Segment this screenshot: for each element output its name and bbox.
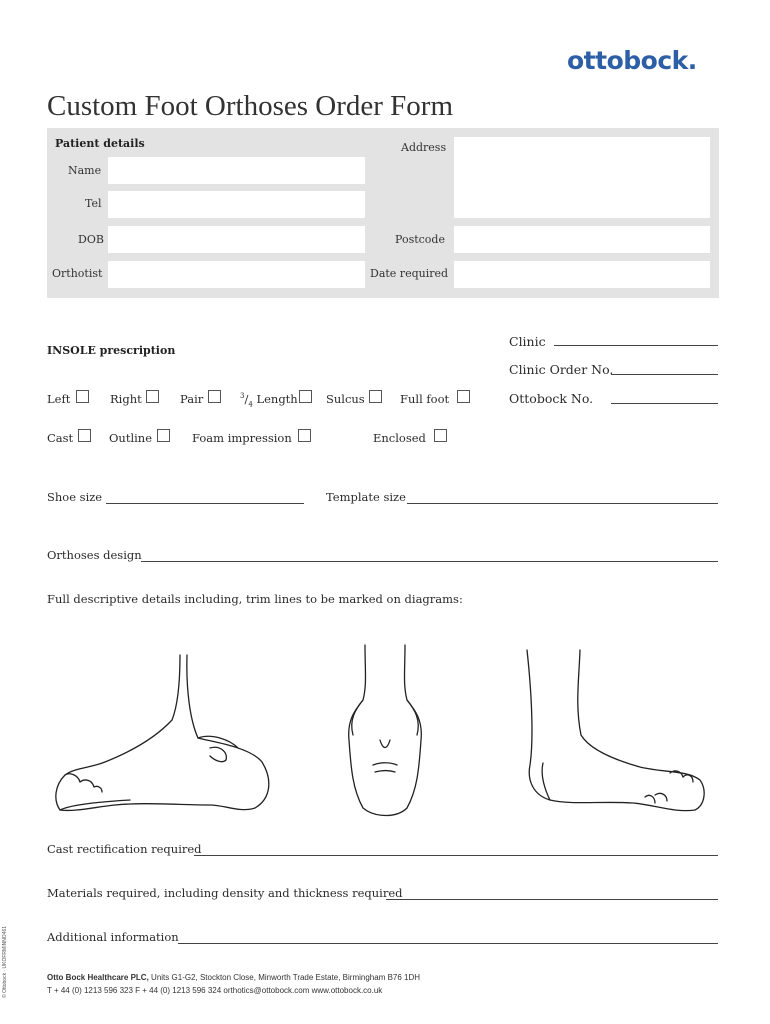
right-checkbox[interactable]	[146, 390, 159, 403]
outline-checkbox[interactable]	[157, 429, 170, 442]
left-checkbox[interactable]	[76, 390, 89, 403]
materials-label: Materials required, including density and thickness required	[47, 886, 403, 900]
dob-label: DOB	[78, 233, 104, 246]
patient-details-heading: Patient details	[55, 137, 145, 150]
shoe-size-line[interactable]	[106, 503, 304, 504]
ottobock-logo: ottobock.	[567, 46, 697, 75]
additional-info-label: Additional information	[47, 930, 179, 944]
dob-field[interactable]	[108, 226, 365, 253]
sulcus-label: Sulcus	[326, 392, 365, 406]
tel-field[interactable]	[108, 191, 365, 218]
outline-label: Outline	[109, 431, 153, 445]
additional-info-line[interactable]	[178, 943, 718, 944]
date-required-label: Date required	[370, 267, 449, 280]
sulcus-checkbox[interactable]	[369, 390, 382, 403]
name-field[interactable]	[108, 157, 365, 184]
left-foot-diagram[interactable]	[50, 650, 280, 820]
cast-checkbox[interactable]	[78, 429, 91, 442]
orthotist-field[interactable]	[108, 261, 365, 288]
materials-line[interactable]	[386, 899, 718, 900]
clinic-order-label: Clinic Order No.	[509, 362, 614, 377]
address-label: Address	[401, 141, 447, 154]
foam-impression-checkbox[interactable]	[298, 429, 311, 442]
address-field[interactable]	[454, 137, 710, 218]
orthoses-design-line[interactable]	[141, 561, 718, 562]
footer-address	[47, 973, 420, 982]
footer-company: Otto Bock Healthcare PLC,	[47, 973, 149, 982]
clinic-line[interactable]	[554, 345, 718, 346]
postcode-label: Postcode	[395, 233, 445, 246]
page-title: Custom Foot Orthoses Order Form	[47, 90, 453, 122]
insole-heading: INSOLE prescription	[47, 344, 176, 357]
ottobock-no-line[interactable]	[611, 403, 718, 404]
pair-checkbox[interactable]	[208, 390, 221, 403]
clinic-label: Clinic	[509, 334, 546, 349]
three-quarter-length-label: $^3/_4$ Length	[240, 392, 298, 409]
left-label: Left	[47, 392, 71, 406]
cast-rectification-label: Cast rectification required	[47, 842, 202, 856]
enclosed-checkbox[interactable]	[434, 429, 447, 442]
template-size-label: Template size	[326, 490, 406, 504]
clinic-order-line[interactable]	[611, 374, 718, 375]
enclosed-label: Enclosed	[373, 431, 426, 445]
date-required-field[interactable]	[454, 261, 710, 288]
side-code: © Ottobock · UKOFRMINNO461	[2, 925, 8, 998]
template-size-line[interactable]	[407, 503, 718, 504]
postcode-field[interactable]	[454, 226, 710, 253]
footer-address-text: Units G1-G2, Stockton Close, Minworth Trade Estate, Birmingham B76 1DH	[151, 973, 421, 982]
pair-label: Pair	[180, 392, 204, 406]
orthoses-design-label: Orthoses design	[47, 548, 142, 562]
shoe-size-label: Shoe size	[47, 490, 103, 504]
cast-label: Cast	[47, 431, 74, 445]
name-label: Name	[68, 164, 102, 177]
ottobock-no-label: Ottobock No.	[509, 391, 594, 406]
tel-label: Tel	[85, 197, 102, 210]
full-foot-checkbox[interactable]	[457, 390, 470, 403]
length-text: Length	[256, 392, 298, 406]
foam-impression-label: Foam impression	[192, 431, 292, 445]
right-foot-diagram[interactable]	[505, 645, 715, 820]
back-foot-diagram[interactable]	[335, 640, 435, 825]
cast-rectification-line[interactable]	[194, 855, 718, 856]
footer-contact: T + 44 (0) 1213 596 323 F + 44 (0) 1213 596 324 orthotics@ottobock.com www.ottobock.co.uk	[47, 986, 383, 995]
orthotist-label: Orthotist	[52, 267, 103, 280]
three-quarter-length-checkbox[interactable]	[299, 390, 312, 403]
full-foot-label: Full foot	[400, 392, 450, 406]
right-label: Right	[110, 392, 142, 406]
full-details-label: Full descriptive details including, trim lines to be marked on diagrams:	[47, 592, 463, 606]
